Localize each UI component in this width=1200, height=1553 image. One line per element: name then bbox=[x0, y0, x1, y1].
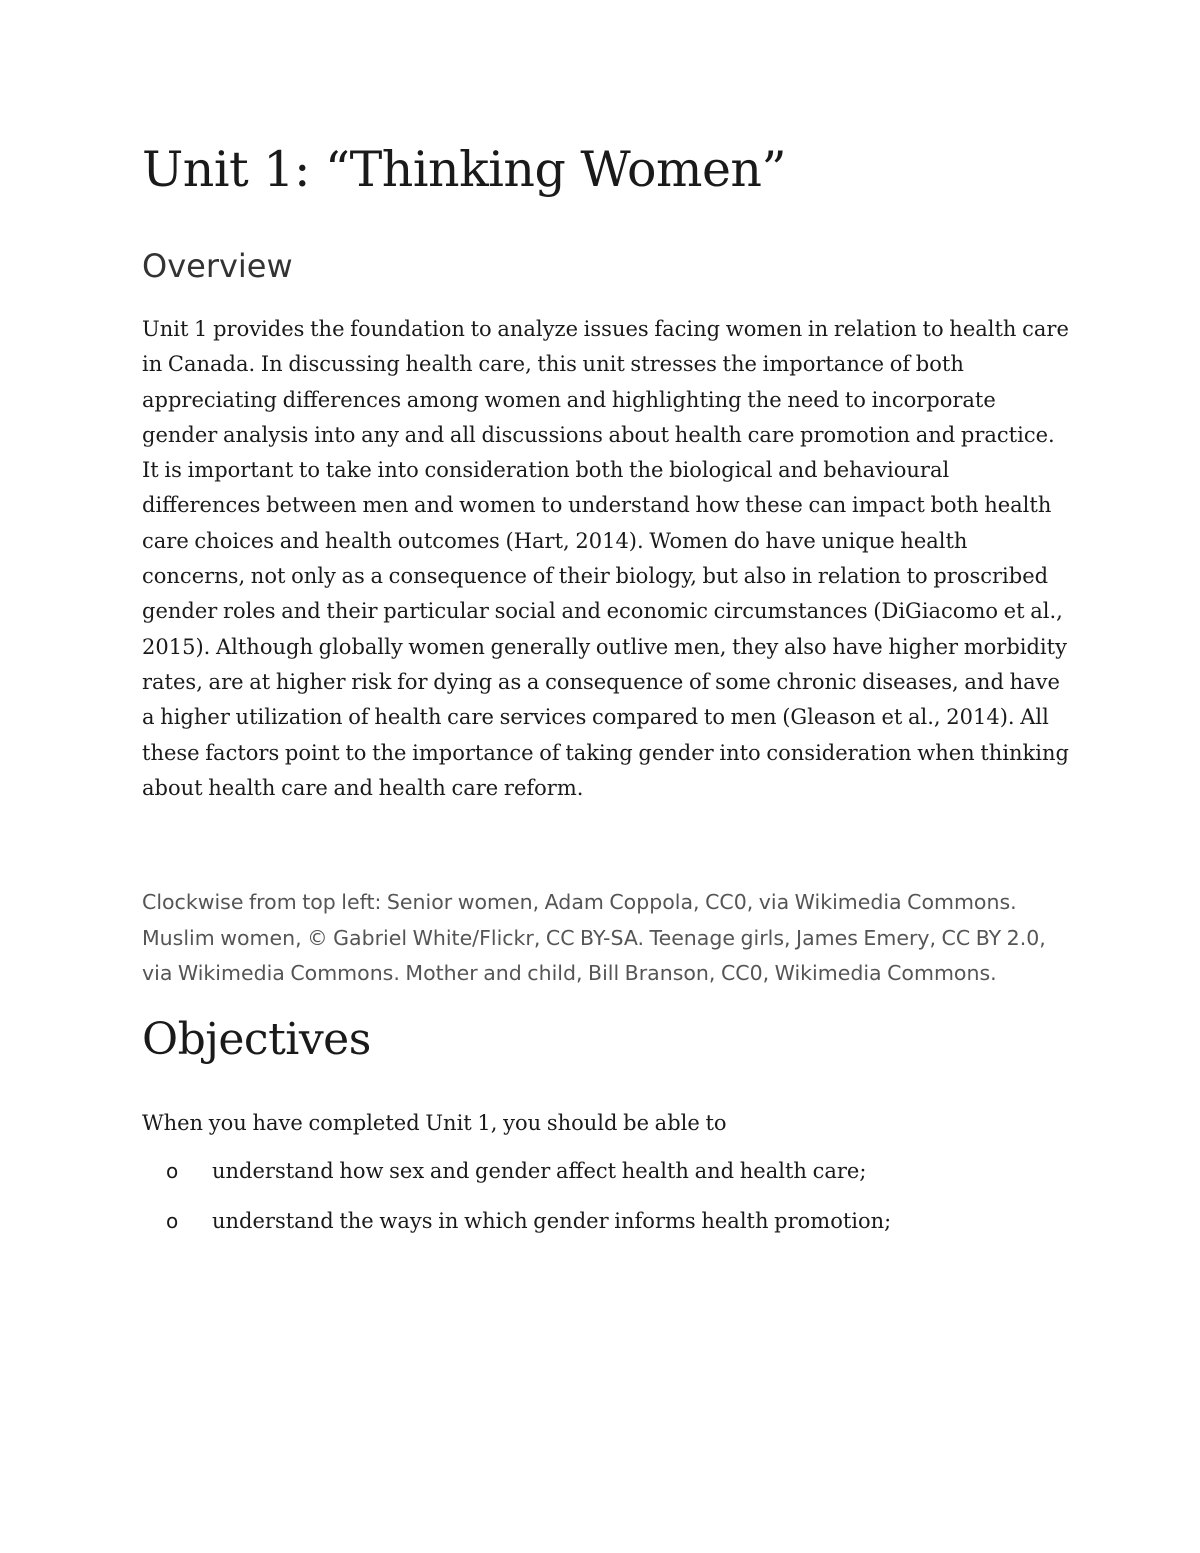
list-item bbox=[142, 1154, 1072, 1188]
document-page bbox=[142, 140, 1072, 1254]
image-caption: Clockwise from top left: Senior women, Adam Coppola, CC0, via Wikimedia Commons. Muslim women, © Gabriel White/Flickr, CC BY-SA. Teenage girls, James Emery, CC BY 2.0, via Wikimedia Commons. Mother and child, Bill Branson, CC0, Wikimedia Commons. bbox=[142, 890, 1046, 986]
bullet-marker: o bbox=[166, 1208, 179, 1233]
overview-paragraph: Unit 1 provides the foundation to analyze issues facing women in relation to health care in Canada. In discussing health care, this unit stresses the importance of both appreciating differences among women and highlighting the need to incorporate gender analysis into any and all discussions about health care promotion and practice. It is important to take into consideration both the biological and behavioural differences between men and women to understand how these can impact both health care choices and health outcomes (Hart, 2014). Women do have unique health concerns, not only as a consequence of their biology, but also in relation to proscribed gender roles and their particular social and economic circumstances (DiGiacomo et al., 2015). Although globally women generally outlive men, they also have higher morbidity rates, are at higher risk for dying as a consequence of some chronic diseases, and have a higher utilization of health care services compared to men (Gleason et al., 2014). All these factors point to the importance of taking gender into consideration when thinking about health care and health care reform. bbox=[142, 317, 1069, 800]
objective-text: understand the ways in which gender informs health promotion; bbox=[212, 1208, 892, 1233]
overview-heading: Overview bbox=[142, 247, 293, 285]
objectives-intro: When you have completed Unit 1, you should be able to bbox=[142, 1110, 727, 1135]
objectives-list bbox=[142, 1154, 1072, 1238]
bullet-marker: o bbox=[166, 1158, 179, 1183]
page-title: Unit 1: “Thinking Women” bbox=[142, 141, 787, 198]
list-item bbox=[142, 1204, 1072, 1238]
objectives-heading: Objectives bbox=[142, 1013, 371, 1065]
objective-text: understand how sex and gender affect health and health care; bbox=[212, 1158, 867, 1183]
